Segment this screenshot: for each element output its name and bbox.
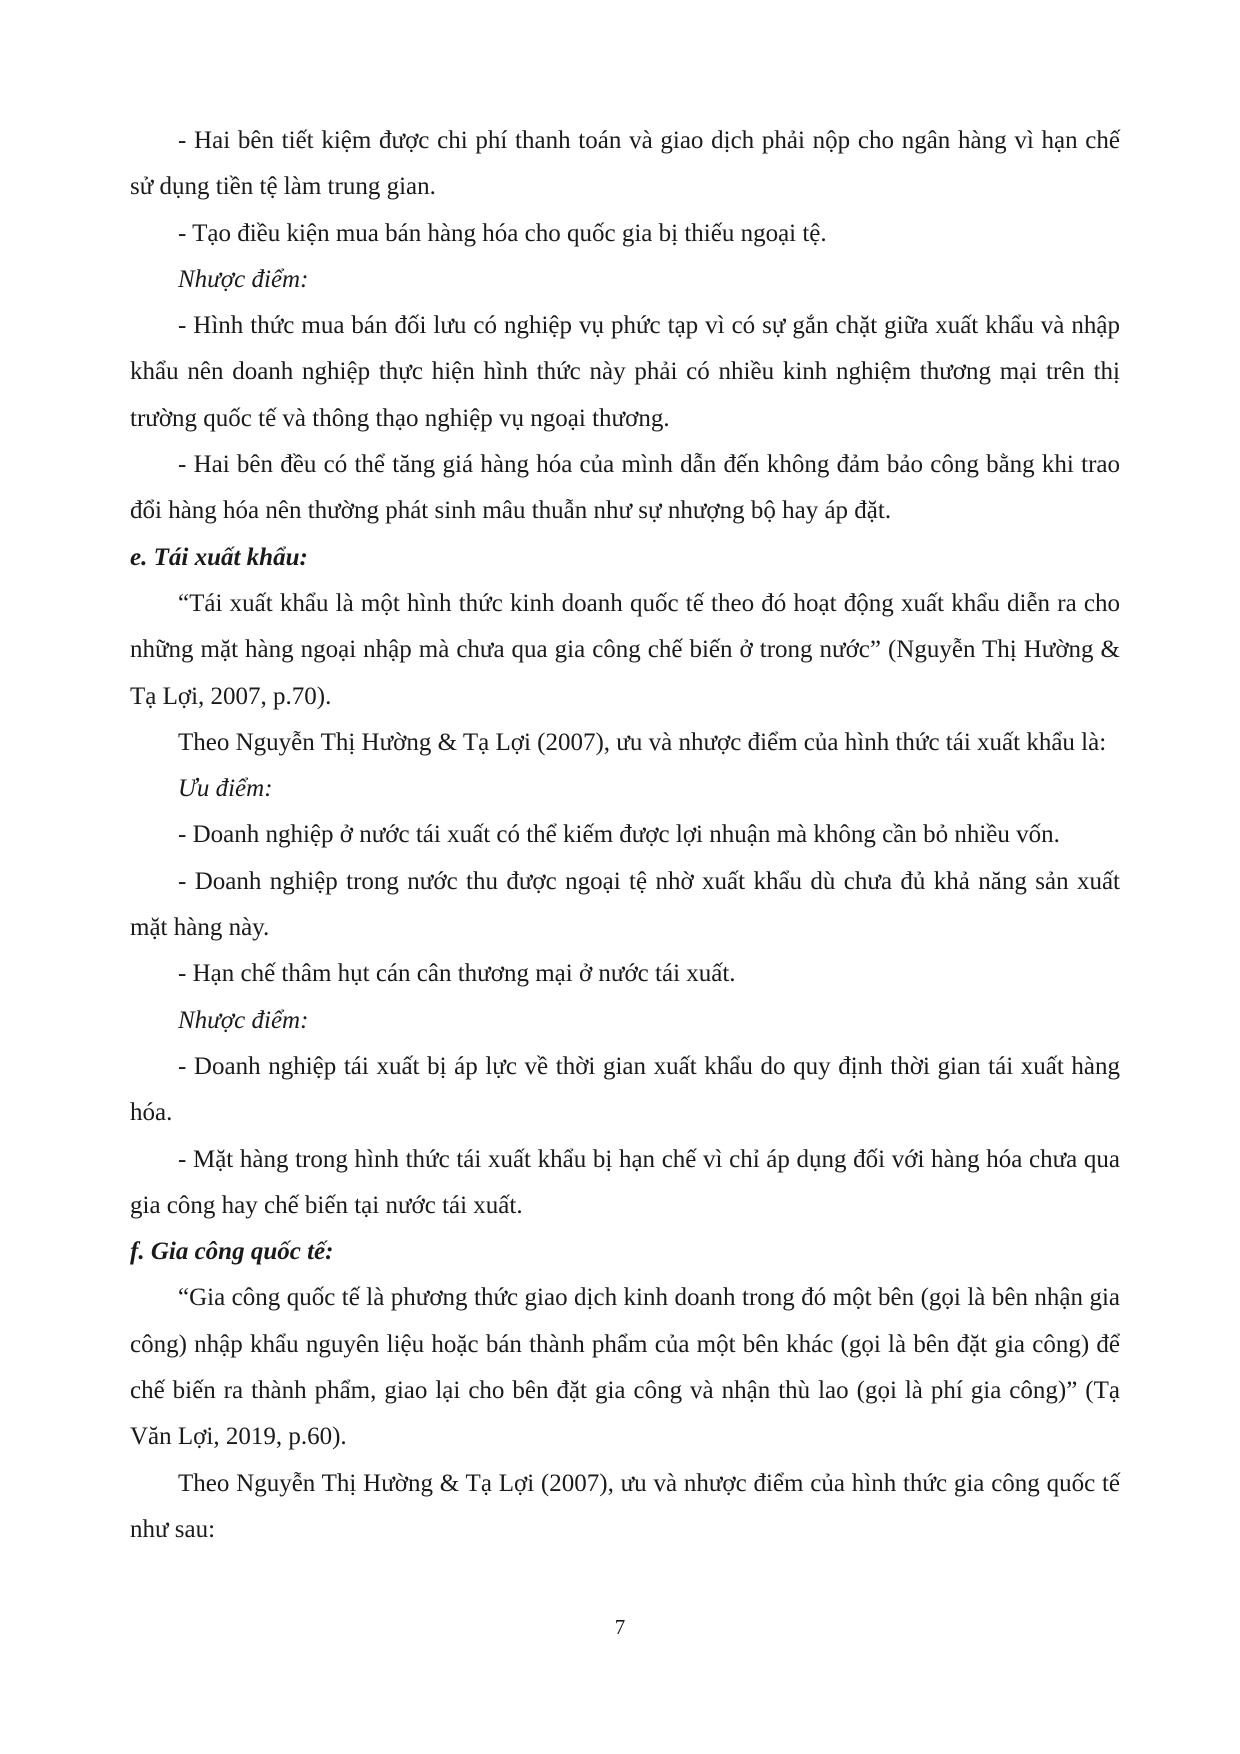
body-paragraph: - Hai bên tiết kiệm được chi phí thanh toán và giao dịch phải nộp cho ngân hàng vì hạn chế sử dụng tiền tệ làm trung gian. [130,127,1120,201]
body-paragraph: - Doanh nghiệp tái xuất bị áp lực về thời gian xuất khẩu do quy định thời gian tái xuất hàng hóa. [130,1052,1120,1127]
subheading-nhuoc-diem: Nhược điểm: [178,1006,309,1034]
body-paragraph: - Hạn chế thâm hụt cán cân thương mại ở nước tái xuất. [178,960,736,988]
subheading-uu-diem: Ưu điểm: [178,775,273,803]
body-paragraph: - Doanh nghiệp trong nước thu được ngoại tệ nhờ xuất khẩu dù chưa đủ khả năng sản xuất mặt hàng này. [130,867,1120,942]
body-paragraph: - Mặt hàng trong hình thức tái xuất khẩu bị hạn chế vì chỉ áp dụng đối với hàng hóa chưa qua gia công hay chế biến tại nước tái xuất. [130,1145,1120,1219]
body-paragraph: Theo Nguyễn Thị Hường & Tạ Lợi (2007), ưu và nhược điểm của hình thức tái xuất khẩu là: [178,728,1107,756]
body-paragraph: - Hai bên đều có thể tăng giá hàng hóa của mình dẫn đến không đảm bảo công bằng khi trao đổi hàng hóa nên thường phát sinh mâu thuẫn như sự nhượng bộ hay áp đặt. [130,451,1120,525]
quote-paragraph: “Tái xuất khẩu là một hình thức kinh doanh quốc tế theo đó hoạt động xuất khẩu diễn ra cho những mặt hàng ngoại nhập mà chưa qua gia công chế biến ở trong nước” (Nguyễn Thị Hường & Tạ Lợi, 2007, p.70). [130,589,1120,710]
quote-paragraph: “Gia công quốc tế là phương thức giao dịch kinh doanh trong đó một bên (gọi là bên nhận gia công) nhập khẩu nguyên liệu hoặc bán thành phẩm của một bên khác (gọi là bên đặt gia công) để chế biến ra thành phẩm, giao lại cho bên đặt gia công và nhận thù lao (gọi là phí gia công)” (Tạ Văn Lợi, 2019, p.60). [130,1284,1120,1451]
body-paragraph: - Hình thức mua bán đối lưu có nghiệp vụ phức tạp vì có sự gắn chặt giữa xuất khẩu và nhập khẩu nên doanh nghiệp thực hiện hình thức này phải có nhiều kinh nghiệm thương mại trên thị trường quốc tế và thông thạo nghiệp vụ ngoại thương. [130,312,1120,432]
section-heading-gia-cong-quoc-te: f. Gia công quốc tế: [130,1238,334,1266]
subheading-nhuoc-diem: Nhược điểm: [178,265,309,293]
section-heading-tai-xuat-khau: e. Tái xuất khẩu: [130,543,308,571]
body-paragraph: Theo Nguyễn Thị Hường & Tạ Lợi (2007), ưu và nhược điểm của hình thức gia công quốc tế như sau: [130,1469,1120,1543]
page-body [130,118,1120,1553]
body-paragraph: - Doanh nghiệp ở nước tái xuất có thể kiếm được lợi nhuận mà không cần bỏ nhiều vốn. [178,821,1060,849]
page-number: 7 [614,1615,626,1639]
body-paragraph: - Tạo điều kiện mua bán hàng hóa cho quốc gia bị thiếu ngoại tệ. [178,219,827,247]
